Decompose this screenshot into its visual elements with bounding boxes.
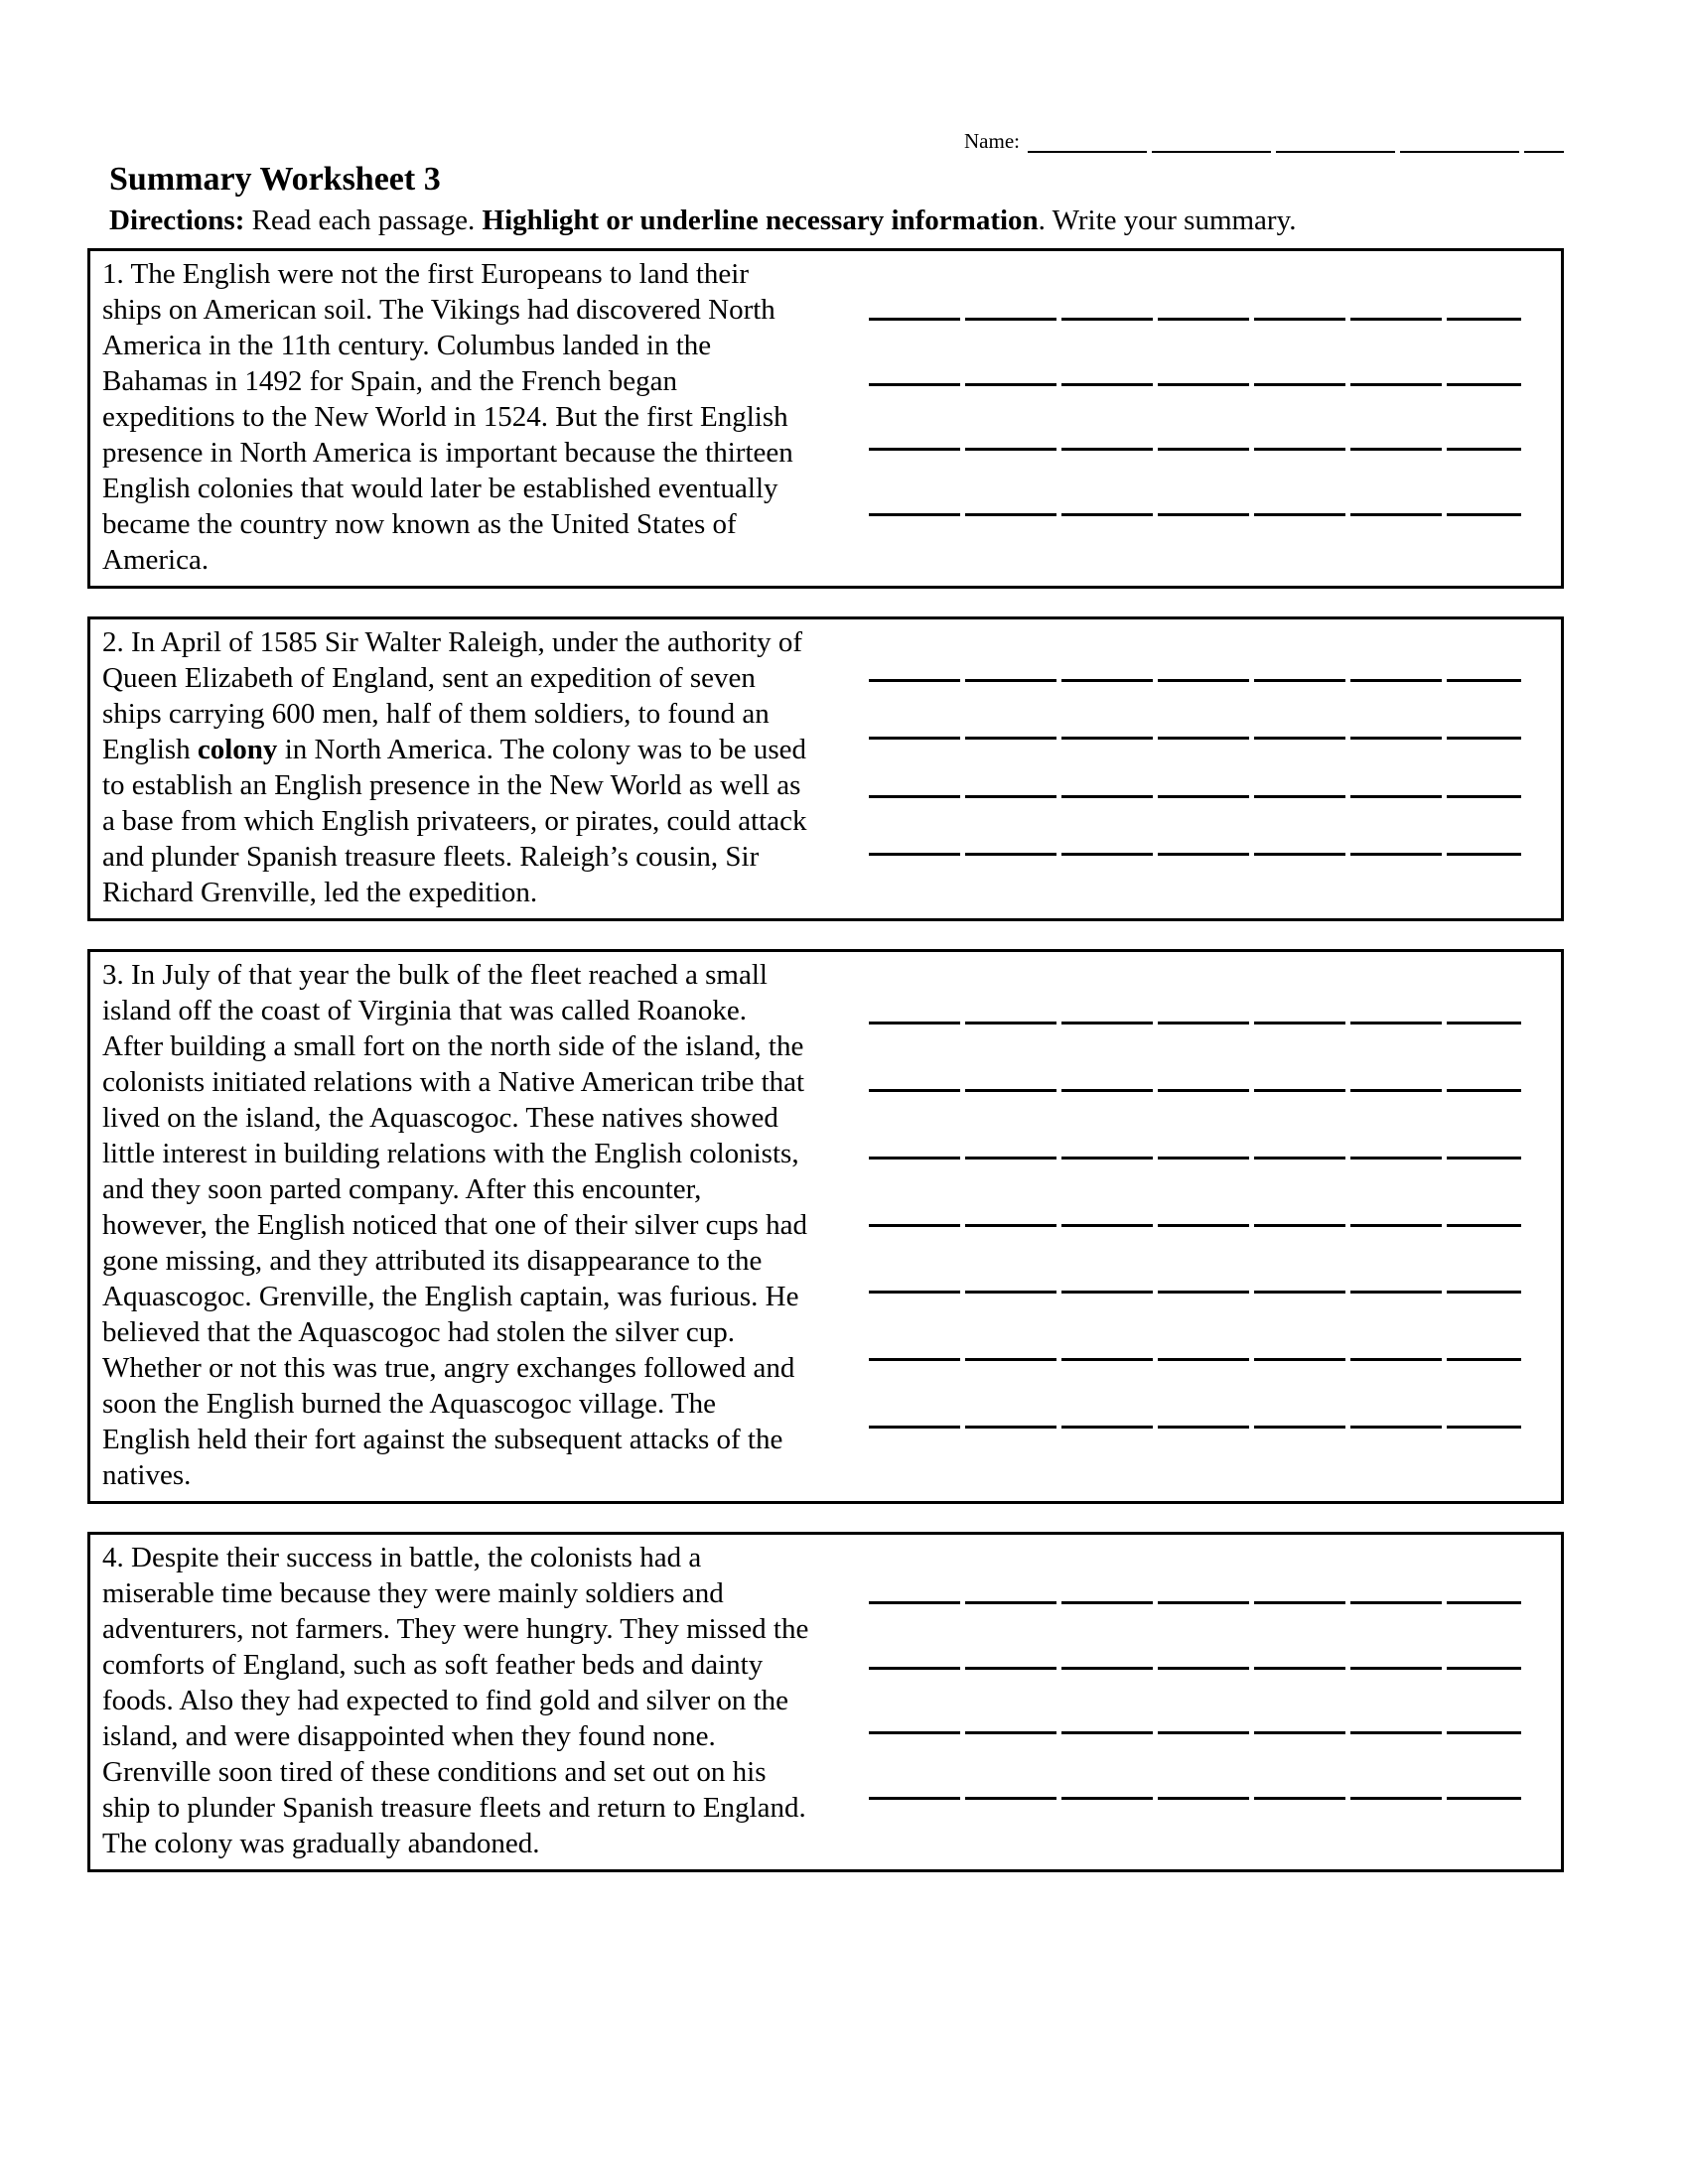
passages [87, 248, 1564, 1872]
passage-box-1 [87, 248, 1564, 589]
name-blank-line[interactable] [1028, 139, 1564, 153]
summary-blank-line[interactable] [869, 1731, 1521, 1734]
passage-3-summary-lines [869, 957, 1521, 1493]
summary-blank-line[interactable] [869, 1667, 1521, 1670]
summary-blank-line[interactable] [869, 318, 1521, 321]
passage-3-segment: 3. In July of that year the bulk of the fleet reached a small island off the coast of Virginia that was called Roanoke. After building a small fort on the north side of the island, the colonists initiated relations with a Native American tribe that lived on the island, the Aquascogoc. These natives showed little interest in building relations with the English colonists, and they soon parted company. After this encounter, however, the English noticed that one of their silver cups had gone missing, and they attributed its disappearance to the Aquascogoc. Grenville, the English captain, was furious. He believed that the Aquascogoc had stolen the silver cup. Whether or not this was true, angry exchanges followed and soon the English burned the Aquascogoc village. The English held their fort against the subsequent attacks of the natives. [102, 959, 807, 1491]
passage-4-summary-lines [869, 1540, 1521, 1861]
passage-4-text [102, 1540, 809, 1861]
passage-1-segment: 1. The English were not the first Europeans to land their ships on American soil. The Vikings had discovered North America in the 11th century. Columbus landed in the Bahamas in 1492 for Spain, and the French began expeditions to the New World in 1524. But the first English presence in North America is important because the thirteen English colonies that would later be established eventually became the country now known as the United States of America. [102, 258, 793, 576]
passage-box-4 [87, 1532, 1564, 1872]
directions-label: Directions: [109, 205, 245, 236]
name-label: Name: [964, 129, 1020, 153]
summary-blank-line[interactable] [869, 1797, 1521, 1800]
summary-blank-line[interactable] [869, 448, 1521, 451]
name-row [87, 129, 1564, 153]
passage-2-summary-lines [869, 624, 1521, 910]
passage-box-3 [87, 949, 1564, 1504]
summary-blank-line[interactable] [869, 1426, 1521, 1429]
passage-2-text [102, 624, 809, 910]
directions-text [109, 203, 1564, 238]
summary-blank-line[interactable] [869, 1157, 1521, 1160]
directions-mid: Read each passage. [244, 205, 483, 236]
summary-blank-line[interactable] [869, 1224, 1521, 1227]
passage-2-segment: 2. In April of 1585 Sir Walter Raleigh, under the authority of Queen Elizabeth of England, sent an expedition of seven ships carrying 600 men, half of them soldiers, to found an English [102, 626, 803, 765]
passage-1-text [102, 256, 809, 578]
directions-end: . Write your summary. [1038, 205, 1297, 236]
passage-1-summary-lines [869, 256, 1521, 578]
summary-blank-line[interactable] [869, 795, 1521, 798]
passage-box-2 [87, 616, 1564, 921]
summary-blank-line[interactable] [869, 1022, 1521, 1024]
summary-blank-line[interactable] [869, 1601, 1521, 1604]
summary-blank-line[interactable] [869, 1089, 1521, 1092]
passage-2-bold-word: colony [197, 734, 278, 765]
worksheet-title: Summary Worksheet 3 [109, 161, 441, 198]
passage-4-segment: 4. Despite their success in battle, the colonists had a miserable time because they were mainly soldiers and adventurers, not farmers. They were hungry. They missed the comforts of England, such as soft feather beds and dainty foods. Also they had expected to find gold and silver on the island, and were disappointed when they found none. Grenville soon tired of these conditions and set out on his ship to plunder Spanish treasure fleets and return to England. The colony was gradually abandoned. [102, 1542, 809, 1859]
summary-blank-line[interactable] [869, 853, 1521, 856]
directions-bold-phrase: Highlight or underline necessary information [482, 205, 1039, 236]
summary-blank-line[interactable] [869, 1291, 1521, 1294]
summary-blank-line[interactable] [869, 679, 1521, 682]
summary-blank-line[interactable] [869, 737, 1521, 740]
summary-blank-line[interactable] [869, 383, 1521, 386]
passage-2-segment: in North America. The colony was to be used to establish an English presence in the New World as well as a base from which English privateers, or pirates, could attack and plunder Spanish treasure fleets. Raleigh’s cousin, Sir Richard Grenville, led the expedition. [102, 734, 807, 908]
passage-3-text [102, 957, 809, 1493]
summary-blank-line[interactable] [869, 513, 1521, 516]
summary-blank-line[interactable] [869, 1358, 1521, 1361]
